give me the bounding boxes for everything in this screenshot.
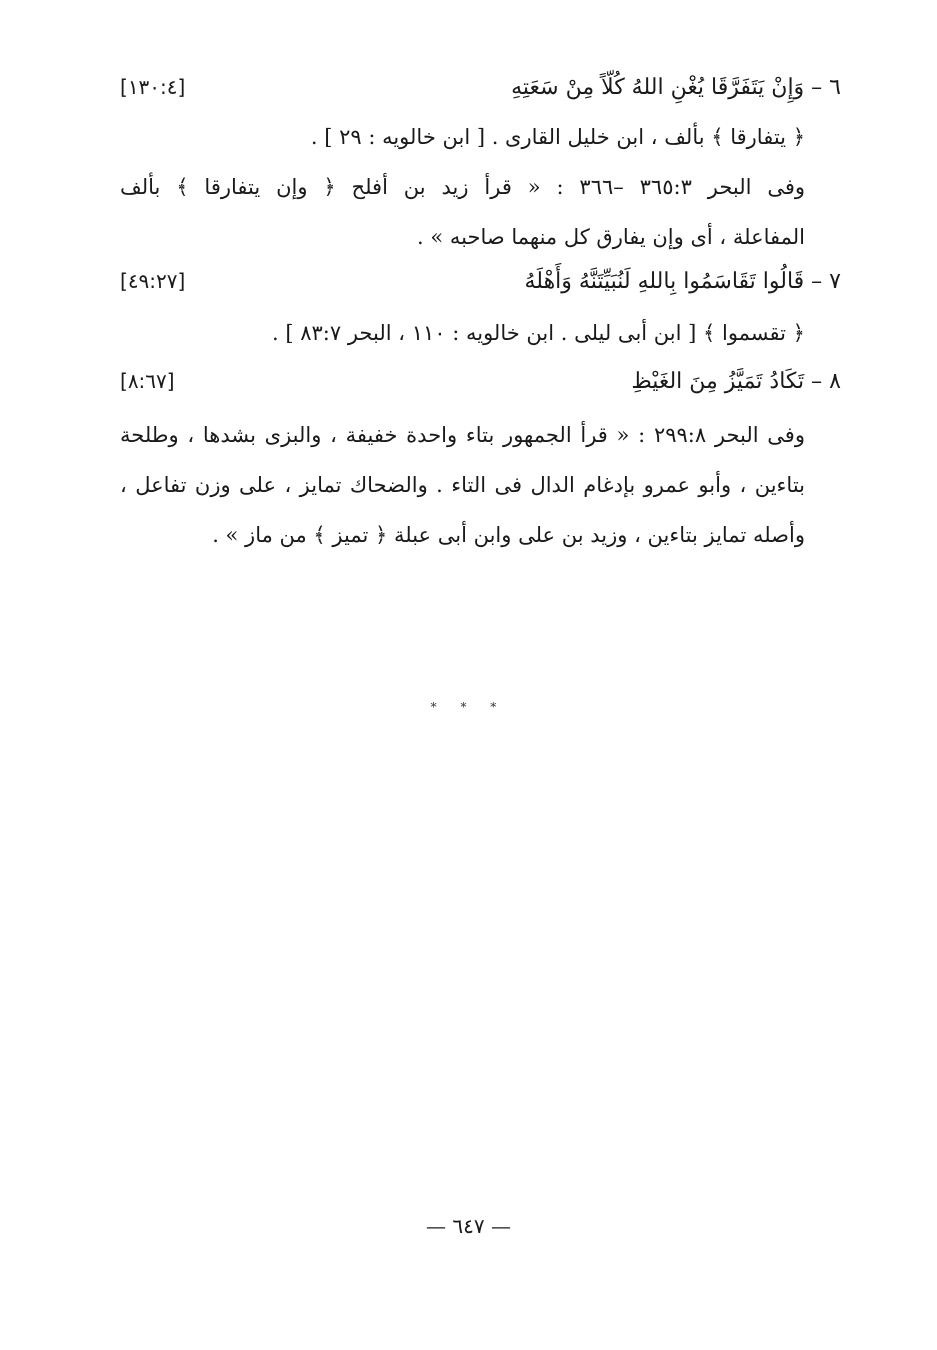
note-paragraph-7 <box>120 308 841 358</box>
verse-reference-6: [١٣٠:٤] <box>120 75 186 99</box>
section-separator: * * * <box>430 700 507 714</box>
bahr-line-6-1: وفى البحر ٣٦٥:٣ –٣٦٦ : « قرأ زيد بن أفلح ﴿ وإن يتفارقا ﴾ بألف <box>120 175 806 199</box>
verse-text-7: ٧ – قَالُوا تَقَاسَمُوا بِاللهِ لَنُبَيِّتَنَّهُ وَأَهْلَهُ <box>524 269 841 294</box>
bahr-line-8-2: بتاءين ، وأبو عمرو بإدغام الدال فى التاء . والضحاك تمايز ، على وزن تفاعل ، <box>120 473 805 497</box>
note-paragraph-6 <box>120 112 841 162</box>
verse-line-6 <box>120 72 841 103</box>
bahr-line-8-3: وأصله تمايز بتاءين ، وزيد بن على وابن أبى عبلة ﴿ تميز ﴾ من ماز » . <box>212 523 805 547</box>
bahr-line-6-2: المفاعلة ، أى وإن يفارق كل منهما صاحبه » . <box>417 225 805 249</box>
bahr-paragraph-6 <box>120 162 841 262</box>
note-line-7-1: ﴿ تقسموا ﴾ [ ابن أبى ليلى . ابن خالويه : ١١٠ ، البحر ٨٣:٧ ] . <box>272 321 805 345</box>
bahr-line-8-1: وفى البحر ٢٩٩:٨ : « قرأ الجمهور بتاء واحدة خفيفة ، والبزى بشدها ، وطلحة <box>120 423 805 447</box>
verse-line-7 <box>120 266 841 297</box>
verse-reference-8: [٨:٦٧] <box>120 369 175 393</box>
note-line-6-1: ﴿ يتفارقا ﴾ بألف ، ابن خليل القارى . [ ابن خالويه : ٢٩ ] . <box>310 125 805 149</box>
verse-text-6: ٦ – وَإِنْ يَتَفَرَّقَا يُغْنِ اللهُ كُلّاً مِنْ سَعَتِهِ <box>511 75 841 100</box>
bahr-paragraph-8 <box>120 410 841 560</box>
verse-line-8 <box>120 366 841 397</box>
verse-reference-7: [٤٩:٢٧] <box>120 269 186 293</box>
verse-text-8: ٨ – تَكَادُ تَمَيَّزُ مِنَ الغَيْظِ <box>631 369 841 394</box>
page-number: — ٦٤٧ — <box>426 1214 511 1238</box>
